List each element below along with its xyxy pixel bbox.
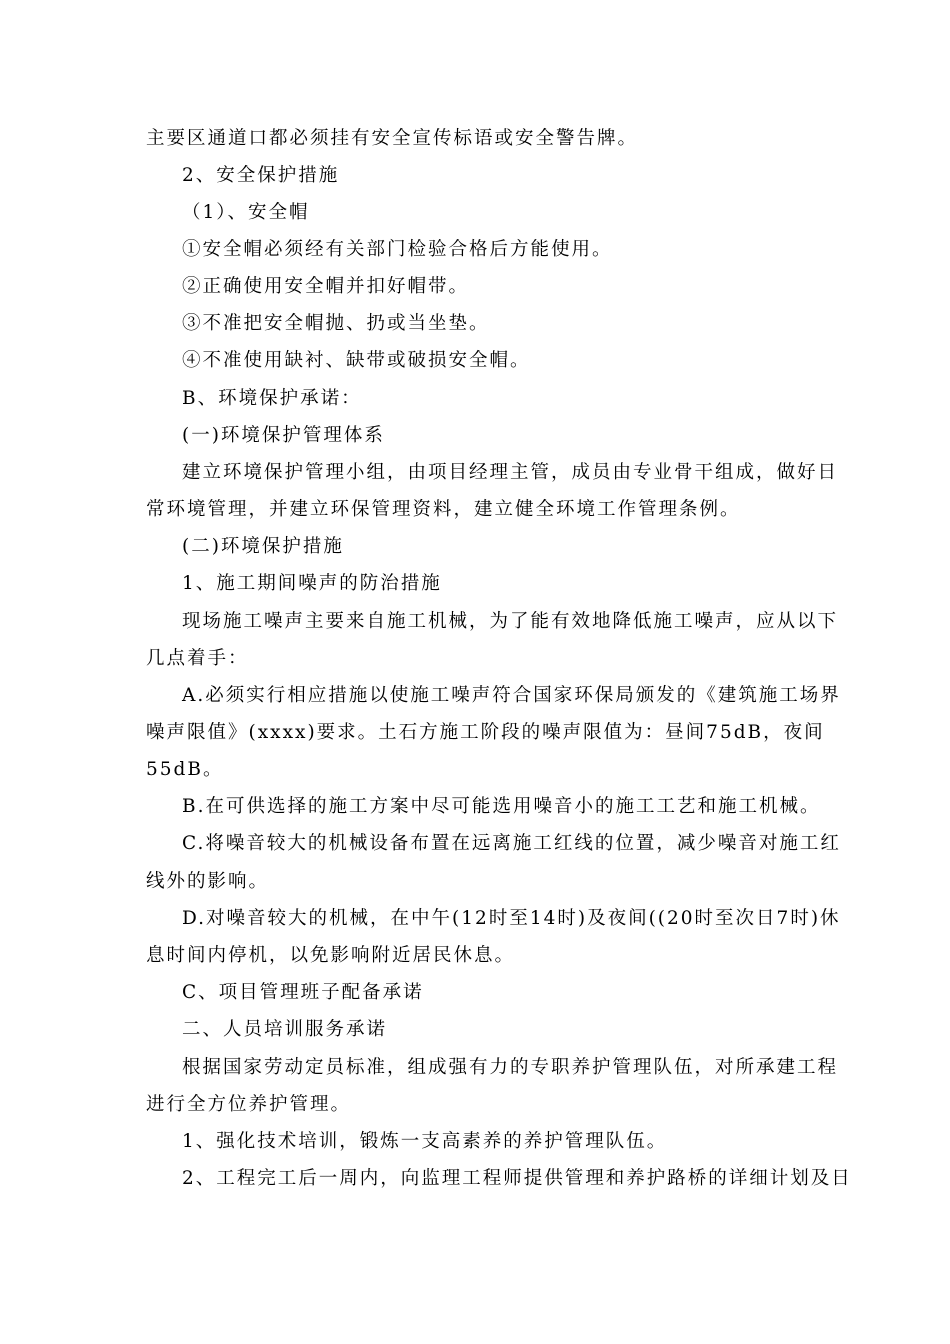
text-line: 主要区通道口都必须挂有安全宣传标语或安全警告牌。 — [146, 128, 639, 149]
paragraph-line: A.必须实行相应措施以使施工噪声符合国家环保局颁发的《建筑施工场界 — [182, 685, 841, 706]
paragraph-line: 进行全方位养护管理。 — [146, 1094, 352, 1115]
list-item: 2、工程完工后一周内，向监理工程师提供管理和养护路桥的详细计划及日 — [182, 1168, 852, 1189]
section-heading: 2、安全保护措施 — [182, 165, 340, 186]
paragraph-line: 几点着手： — [146, 648, 249, 669]
paragraph-line: B.在可供选择的施工方案中尽可能选用噪音小的施工工艺和施工机械。 — [182, 796, 821, 817]
paragraph-line: 现场施工噪声主要来自施工机械，为了能有效地降低施工噪声，应从以下 — [182, 611, 839, 632]
subsection-heading: (二)环境保护措施 — [182, 536, 344, 557]
list-item: ①安全帽必须经有关部门检验合格后方能使用。 — [182, 239, 613, 260]
list-item: ②正确使用安全帽并扣好帽带。 — [182, 276, 470, 297]
section-heading: C、项目管理班子配备承诺 — [182, 982, 424, 1003]
paragraph-line: C.将噪音较大的机械设备布置在远离施工红线的位置，减少噪音对施工红 — [182, 833, 841, 854]
subsection-heading: （1）、安全帽 — [182, 202, 310, 223]
paragraph-line: 线外的影响。 — [146, 871, 270, 892]
paragraph-line: 建立环境保护管理小组，由项目经理主管，成员由专业骨干组成，做好日 — [182, 462, 839, 483]
section-heading: 二、人员培训服务承诺 — [182, 1019, 388, 1040]
paragraph-line: 55dB。 — [146, 759, 224, 780]
list-item: 1、强化技术培训，锻炼一支高素养的养护管理队伍。 — [182, 1131, 668, 1152]
subsection-heading: (一)环境保护管理体系 — [182, 425, 385, 446]
list-item: ③不准把安全帽抛、扔或当坐垫。 — [182, 313, 490, 334]
paragraph-line: D.对噪音较大的机械，在中午(12时至14时)及夜间((20时至次日7时)休 — [182, 908, 841, 929]
paragraph-line: 息时间内停机，以免影响附近居民休息。 — [146, 945, 516, 966]
section-heading: 1、施工期间噪声的防治措施 — [182, 573, 442, 594]
paragraph-line: 噪声限值》(xxxx)要求。土石方施工阶段的噪声限值为：昼间75dB，夜间 — [146, 722, 825, 743]
paragraph-line: 常环境管理，并建立环保管理资料，建立健全环境工作管理条例。 — [146, 499, 741, 520]
paragraph-line: 根据国家劳动定员标准，组成强有力的专职养护管理队伍，对所承建工程 — [182, 1057, 839, 1078]
section-heading: B、环境保护承诺： — [182, 388, 362, 409]
list-item: ④不准使用缺衬、缺带或破损安全帽。 — [182, 350, 531, 371]
